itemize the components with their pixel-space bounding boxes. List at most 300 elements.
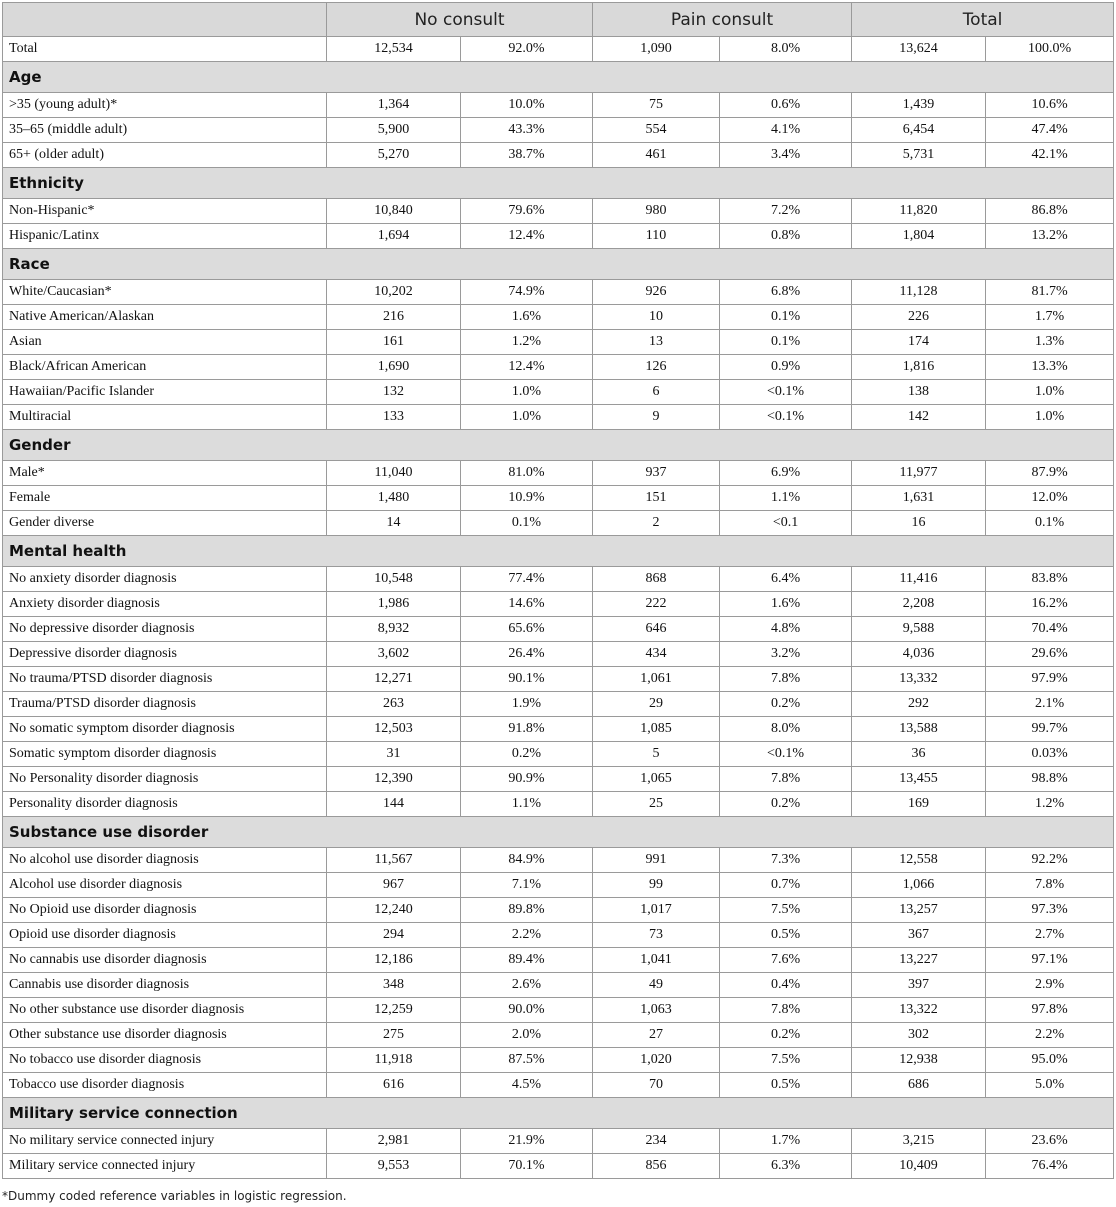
pain-consult-count: 75	[593, 93, 720, 118]
total-count: 11,128	[852, 280, 986, 305]
total-percent: 23.6%	[986, 1129, 1114, 1154]
total-percent: 99.7%	[986, 717, 1114, 742]
pain-consult-percent: 0.6%	[720, 93, 852, 118]
no-consult-percent: 1.2%	[461, 330, 593, 355]
no-consult-percent: 89.4%	[461, 948, 593, 973]
total-percent: 42.1%	[986, 143, 1114, 168]
no-consult-percent: 90.9%	[461, 767, 593, 792]
table-row	[3, 717, 1114, 742]
no-consult-percent: 77.4%	[461, 567, 593, 592]
total-count: 397	[852, 973, 986, 998]
pain-consult-count: 1,090	[593, 37, 720, 62]
table-row	[3, 567, 1114, 592]
section-header-row	[3, 249, 1114, 280]
pain-consult-count: 1,061	[593, 667, 720, 692]
row-label: No tobacco use disorder diagnosis	[3, 1048, 327, 1073]
no-consult-count: 144	[327, 792, 461, 817]
pain-consult-count: 1,063	[593, 998, 720, 1023]
section-header-row	[3, 168, 1114, 199]
total-count: 13,322	[852, 998, 986, 1023]
table-row	[3, 873, 1114, 898]
no-consult-percent: 2.2%	[461, 923, 593, 948]
total-count: 12,938	[852, 1048, 986, 1073]
no-consult-percent: 12.4%	[461, 355, 593, 380]
pain-consult-percent: 7.2%	[720, 199, 852, 224]
section-title: Gender	[3, 430, 1114, 461]
pain-consult-count: 5	[593, 742, 720, 767]
no-consult-count: 10,840	[327, 199, 461, 224]
no-consult-count: 3,602	[327, 642, 461, 667]
pain-consult-percent: 0.2%	[720, 1023, 852, 1048]
total-count: 226	[852, 305, 986, 330]
no-consult-percent: 4.5%	[461, 1073, 593, 1098]
no-consult-percent: 10.9%	[461, 486, 593, 511]
total-count: 13,332	[852, 667, 986, 692]
pain-consult-count: 554	[593, 118, 720, 143]
pain-consult-count: 9	[593, 405, 720, 430]
section-title: Mental health	[3, 536, 1114, 567]
table-row	[3, 948, 1114, 973]
total-percent: 13.2%	[986, 224, 1114, 249]
pain-consult-percent: 6.9%	[720, 461, 852, 486]
header-label-cell	[3, 3, 327, 37]
no-consult-percent: 74.9%	[461, 280, 593, 305]
total-percent: 97.8%	[986, 998, 1114, 1023]
no-consult-count: 12,186	[327, 948, 461, 973]
pain-consult-count: 10	[593, 305, 720, 330]
pain-consult-percent: 0.1%	[720, 330, 852, 355]
no-consult-count: 133	[327, 405, 461, 430]
row-label: Other substance use disorder diagnosis	[3, 1023, 327, 1048]
pain-consult-count: 126	[593, 355, 720, 380]
no-consult-percent: 90.1%	[461, 667, 593, 692]
pain-consult-percent: <0.1%	[720, 405, 852, 430]
table-row	[3, 692, 1114, 717]
no-consult-percent: 10.0%	[461, 93, 593, 118]
no-consult-percent: 90.0%	[461, 998, 593, 1023]
pain-consult-count: 868	[593, 567, 720, 592]
section-title: Age	[3, 62, 1114, 93]
pain-consult-percent: 7.5%	[720, 1048, 852, 1073]
section-title: Ethnicity	[3, 168, 1114, 199]
pain-consult-count: 13	[593, 330, 720, 355]
header-total: Total	[852, 3, 1114, 37]
table-row	[3, 37, 1114, 62]
pain-consult-percent: 1.1%	[720, 486, 852, 511]
no-consult-percent: 2.0%	[461, 1023, 593, 1048]
row-label: Somatic symptom disorder diagnosis	[3, 742, 327, 767]
pain-consult-count: 1,020	[593, 1048, 720, 1073]
no-consult-count: 31	[327, 742, 461, 767]
pain-consult-percent: 8.0%	[720, 37, 852, 62]
total-percent: 13.3%	[986, 355, 1114, 380]
table-row	[3, 1048, 1114, 1073]
pain-consult-count: 151	[593, 486, 720, 511]
table-row	[3, 898, 1114, 923]
row-label: Hispanic/Latinx	[3, 224, 327, 249]
pain-consult-count: 110	[593, 224, 720, 249]
pain-consult-percent: 4.8%	[720, 617, 852, 642]
pain-consult-percent: 6.8%	[720, 280, 852, 305]
total-count: 10,409	[852, 1154, 986, 1179]
no-consult-count: 1,986	[327, 592, 461, 617]
no-consult-percent: 0.2%	[461, 742, 593, 767]
no-consult-percent: 65.6%	[461, 617, 593, 642]
total-percent: 2.9%	[986, 973, 1114, 998]
demographics-table-container	[2, 2, 1113, 1179]
row-label: Military service connected injury	[3, 1154, 327, 1179]
total-percent: 76.4%	[986, 1154, 1114, 1179]
section-header-row	[3, 430, 1114, 461]
row-label: Total	[3, 37, 327, 62]
total-count: 36	[852, 742, 986, 767]
pain-consult-percent: 8.0%	[720, 717, 852, 742]
no-consult-percent: 84.9%	[461, 848, 593, 873]
row-label: Tobacco use disorder diagnosis	[3, 1073, 327, 1098]
pain-consult-percent: <0.1%	[720, 380, 852, 405]
pain-consult-percent: 4.1%	[720, 118, 852, 143]
total-percent: 10.6%	[986, 93, 1114, 118]
pain-consult-count: 461	[593, 143, 720, 168]
row-label: Alcohol use disorder diagnosis	[3, 873, 327, 898]
total-count: 9,588	[852, 617, 986, 642]
no-consult-percent: 1.1%	[461, 792, 593, 817]
no-consult-percent: 89.8%	[461, 898, 593, 923]
no-consult-percent: 1.9%	[461, 692, 593, 717]
table-row	[3, 486, 1114, 511]
no-consult-percent: 7.1%	[461, 873, 593, 898]
row-label: No trauma/PTSD disorder diagnosis	[3, 667, 327, 692]
total-percent: 12.0%	[986, 486, 1114, 511]
pain-consult-count: 434	[593, 642, 720, 667]
pain-consult-count: 6	[593, 380, 720, 405]
total-percent: 81.7%	[986, 280, 1114, 305]
no-consult-count: 348	[327, 973, 461, 998]
total-count: 138	[852, 380, 986, 405]
total-count: 11,977	[852, 461, 986, 486]
total-percent: 86.8%	[986, 199, 1114, 224]
no-consult-count: 1,694	[327, 224, 461, 249]
total-count: 12,558	[852, 848, 986, 873]
no-consult-percent: 21.9%	[461, 1129, 593, 1154]
total-count: 1,066	[852, 873, 986, 898]
no-consult-percent: 1.0%	[461, 405, 593, 430]
no-consult-percent: 91.8%	[461, 717, 593, 742]
no-consult-percent: 38.7%	[461, 143, 593, 168]
pain-consult-percent: <0.1%	[720, 742, 852, 767]
pain-consult-percent: 7.8%	[720, 767, 852, 792]
no-consult-count: 616	[327, 1073, 461, 1098]
total-percent: 2.1%	[986, 692, 1114, 717]
pain-consult-count: 27	[593, 1023, 720, 1048]
total-count: 4,036	[852, 642, 986, 667]
no-consult-count: 5,900	[327, 118, 461, 143]
pain-consult-count: 1,065	[593, 767, 720, 792]
total-count: 13,455	[852, 767, 986, 792]
total-count: 6,454	[852, 118, 986, 143]
total-percent: 16.2%	[986, 592, 1114, 617]
header-pain-consult: Pain consult	[593, 3, 852, 37]
header-row	[3, 3, 1114, 37]
row-label: Trauma/PTSD disorder diagnosis	[3, 692, 327, 717]
table-row	[3, 199, 1114, 224]
row-label: Female	[3, 486, 327, 511]
total-percent: 95.0%	[986, 1048, 1114, 1073]
pain-consult-percent: 0.4%	[720, 973, 852, 998]
total-percent: 100.0%	[986, 37, 1114, 62]
total-percent: 1.2%	[986, 792, 1114, 817]
pain-consult-count: 1,041	[593, 948, 720, 973]
pain-consult-count: 646	[593, 617, 720, 642]
total-count: 11,820	[852, 199, 986, 224]
row-label: Depressive disorder diagnosis	[3, 642, 327, 667]
row-label: No alcohol use disorder diagnosis	[3, 848, 327, 873]
table-row	[3, 1154, 1114, 1179]
row-label: Asian	[3, 330, 327, 355]
no-consult-percent: 2.6%	[461, 973, 593, 998]
pain-consult-percent: 1.6%	[720, 592, 852, 617]
no-consult-percent: 70.1%	[461, 1154, 593, 1179]
demographics-table	[2, 2, 1114, 1179]
total-count: 16	[852, 511, 986, 536]
row-label: Cannabis use disorder diagnosis	[3, 973, 327, 998]
table-row	[3, 742, 1114, 767]
no-consult-count: 1,480	[327, 486, 461, 511]
table-row	[3, 642, 1114, 667]
section-header-row	[3, 62, 1114, 93]
total-percent: 98.8%	[986, 767, 1114, 792]
total-percent: 97.3%	[986, 898, 1114, 923]
total-percent: 47.4%	[986, 118, 1114, 143]
total-count: 302	[852, 1023, 986, 1048]
table-row	[3, 592, 1114, 617]
no-consult-count: 12,503	[327, 717, 461, 742]
pain-consult-count: 991	[593, 848, 720, 873]
no-consult-percent: 87.5%	[461, 1048, 593, 1073]
no-consult-count: 9,553	[327, 1154, 461, 1179]
total-count: 1,631	[852, 486, 986, 511]
row-label: Non-Hispanic*	[3, 199, 327, 224]
row-label: Black/African American	[3, 355, 327, 380]
row-label: Hawaiian/Pacific Islander	[3, 380, 327, 405]
no-consult-count: 1,364	[327, 93, 461, 118]
no-consult-count: 10,548	[327, 567, 461, 592]
section-title: Substance use disorder	[3, 817, 1114, 848]
total-count: 142	[852, 405, 986, 430]
table-row	[3, 1023, 1114, 1048]
total-count: 3,215	[852, 1129, 986, 1154]
table-row	[3, 848, 1114, 873]
total-percent: 92.2%	[986, 848, 1114, 873]
total-percent: 1.0%	[986, 405, 1114, 430]
total-count: 13,624	[852, 37, 986, 62]
section-header-row	[3, 536, 1114, 567]
row-label: No anxiety disorder diagnosis	[3, 567, 327, 592]
row-label: No depressive disorder diagnosis	[3, 617, 327, 642]
total-count: 13,588	[852, 717, 986, 742]
section-header-row	[3, 817, 1114, 848]
table-row	[3, 923, 1114, 948]
pain-consult-percent: 0.7%	[720, 873, 852, 898]
total-percent: 7.8%	[986, 873, 1114, 898]
table-row	[3, 330, 1114, 355]
no-consult-percent: 14.6%	[461, 592, 593, 617]
pain-consult-count: 73	[593, 923, 720, 948]
total-percent: 2.7%	[986, 923, 1114, 948]
total-percent: 83.8%	[986, 567, 1114, 592]
total-count: 174	[852, 330, 986, 355]
table-row	[3, 380, 1114, 405]
no-consult-count: 2,981	[327, 1129, 461, 1154]
pain-consult-count: 2	[593, 511, 720, 536]
section-title: Military service connection	[3, 1098, 1114, 1129]
total-count: 1,816	[852, 355, 986, 380]
table-row	[3, 355, 1114, 380]
pain-consult-percent: 0.9%	[720, 355, 852, 380]
table-row	[3, 143, 1114, 168]
table-row	[3, 792, 1114, 817]
pain-consult-count: 99	[593, 873, 720, 898]
total-count: 367	[852, 923, 986, 948]
pain-consult-percent: 0.2%	[720, 692, 852, 717]
pain-consult-count: 70	[593, 1073, 720, 1098]
pain-consult-percent: 7.5%	[720, 898, 852, 923]
no-consult-count: 8,932	[327, 617, 461, 642]
total-percent: 0.1%	[986, 511, 1114, 536]
total-percent: 87.9%	[986, 461, 1114, 486]
table-row	[3, 1073, 1114, 1098]
no-consult-count: 11,918	[327, 1048, 461, 1073]
pain-consult-count: 926	[593, 280, 720, 305]
table-row	[3, 667, 1114, 692]
pain-consult-count: 937	[593, 461, 720, 486]
total-percent: 70.4%	[986, 617, 1114, 642]
total-count: 169	[852, 792, 986, 817]
pain-consult-percent: 0.5%	[720, 923, 852, 948]
no-consult-count: 12,271	[327, 667, 461, 692]
row-label: No cannabis use disorder diagnosis	[3, 948, 327, 973]
pain-consult-percent: 0.1%	[720, 305, 852, 330]
no-consult-count: 12,259	[327, 998, 461, 1023]
total-percent: 5.0%	[986, 1073, 1114, 1098]
no-consult-percent: 0.1%	[461, 511, 593, 536]
pain-consult-count: 234	[593, 1129, 720, 1154]
table-body	[3, 37, 1114, 1179]
pain-consult-count: 1,085	[593, 717, 720, 742]
total-percent: 97.1%	[986, 948, 1114, 973]
pain-consult-percent: 3.2%	[720, 642, 852, 667]
pain-consult-percent: 7.3%	[720, 848, 852, 873]
pain-consult-percent: 6.4%	[720, 567, 852, 592]
table-row	[3, 617, 1114, 642]
pain-consult-count: 980	[593, 199, 720, 224]
total-percent: 1.3%	[986, 330, 1114, 355]
pain-consult-percent: 0.8%	[720, 224, 852, 249]
no-consult-percent: 79.6%	[461, 199, 593, 224]
pain-consult-percent: 0.5%	[720, 1073, 852, 1098]
no-consult-count: 275	[327, 1023, 461, 1048]
row-label: 35–65 (middle adult)	[3, 118, 327, 143]
row-label: No somatic symptom disorder diagnosis	[3, 717, 327, 742]
pain-consult-count: 1,017	[593, 898, 720, 923]
no-consult-percent: 92.0%	[461, 37, 593, 62]
total-percent: 2.2%	[986, 1023, 1114, 1048]
row-label: No military service connected injury	[3, 1129, 327, 1154]
table-row	[3, 118, 1114, 143]
pain-consult-count: 222	[593, 592, 720, 617]
total-percent: 1.0%	[986, 380, 1114, 405]
total-percent: 29.6%	[986, 642, 1114, 667]
row-label: Opioid use disorder diagnosis	[3, 923, 327, 948]
no-consult-count: 216	[327, 305, 461, 330]
table-row	[3, 461, 1114, 486]
total-count: 2,208	[852, 592, 986, 617]
row-label: Multiracial	[3, 405, 327, 430]
table-row	[3, 280, 1114, 305]
pain-consult-percent: 0.2%	[720, 792, 852, 817]
no-consult-count: 14	[327, 511, 461, 536]
no-consult-count: 132	[327, 380, 461, 405]
no-consult-percent: 12.4%	[461, 224, 593, 249]
pain-consult-count: 856	[593, 1154, 720, 1179]
table-row	[3, 973, 1114, 998]
row-label: 65+ (older adult)	[3, 143, 327, 168]
table-row	[3, 511, 1114, 536]
footnote: *Dummy coded reference variables in logistic regression.	[2, 1189, 347, 1203]
row-label: No Personality disorder diagnosis	[3, 767, 327, 792]
total-count: 1,439	[852, 93, 986, 118]
no-consult-percent: 1.0%	[461, 380, 593, 405]
table-row	[3, 93, 1114, 118]
total-percent: 0.03%	[986, 742, 1114, 767]
pain-consult-percent: 7.6%	[720, 948, 852, 973]
total-count: 5,731	[852, 143, 986, 168]
pain-consult-percent: 7.8%	[720, 998, 852, 1023]
no-consult-count: 10,202	[327, 280, 461, 305]
row-label: No other substance use disorder diagnosis	[3, 998, 327, 1023]
row-label: Anxiety disorder diagnosis	[3, 592, 327, 617]
no-consult-count: 12,534	[327, 37, 461, 62]
no-consult-count: 11,567	[327, 848, 461, 873]
total-count: 1,804	[852, 224, 986, 249]
pain-consult-count: 49	[593, 973, 720, 998]
table-row	[3, 405, 1114, 430]
row-label: Male*	[3, 461, 327, 486]
no-consult-count: 12,390	[327, 767, 461, 792]
row-label: Personality disorder diagnosis	[3, 792, 327, 817]
total-count: 11,416	[852, 567, 986, 592]
header-no-consult: No consult	[327, 3, 593, 37]
pain-consult-percent: 7.8%	[720, 667, 852, 692]
total-percent: 1.7%	[986, 305, 1114, 330]
row-label: Native American/Alaskan	[3, 305, 327, 330]
no-consult-count: 12,240	[327, 898, 461, 923]
no-consult-count: 294	[327, 923, 461, 948]
no-consult-count: 263	[327, 692, 461, 717]
total-count: 13,227	[852, 948, 986, 973]
row-label: White/Caucasian*	[3, 280, 327, 305]
pain-consult-percent: 1.7%	[720, 1129, 852, 1154]
pain-consult-count: 29	[593, 692, 720, 717]
no-consult-percent: 81.0%	[461, 461, 593, 486]
no-consult-percent: 26.4%	[461, 642, 593, 667]
section-title: Race	[3, 249, 1114, 280]
no-consult-count: 161	[327, 330, 461, 355]
no-consult-count: 967	[327, 873, 461, 898]
pain-consult-percent: 6.3%	[720, 1154, 852, 1179]
total-count: 13,257	[852, 898, 986, 923]
row-label: Gender diverse	[3, 511, 327, 536]
